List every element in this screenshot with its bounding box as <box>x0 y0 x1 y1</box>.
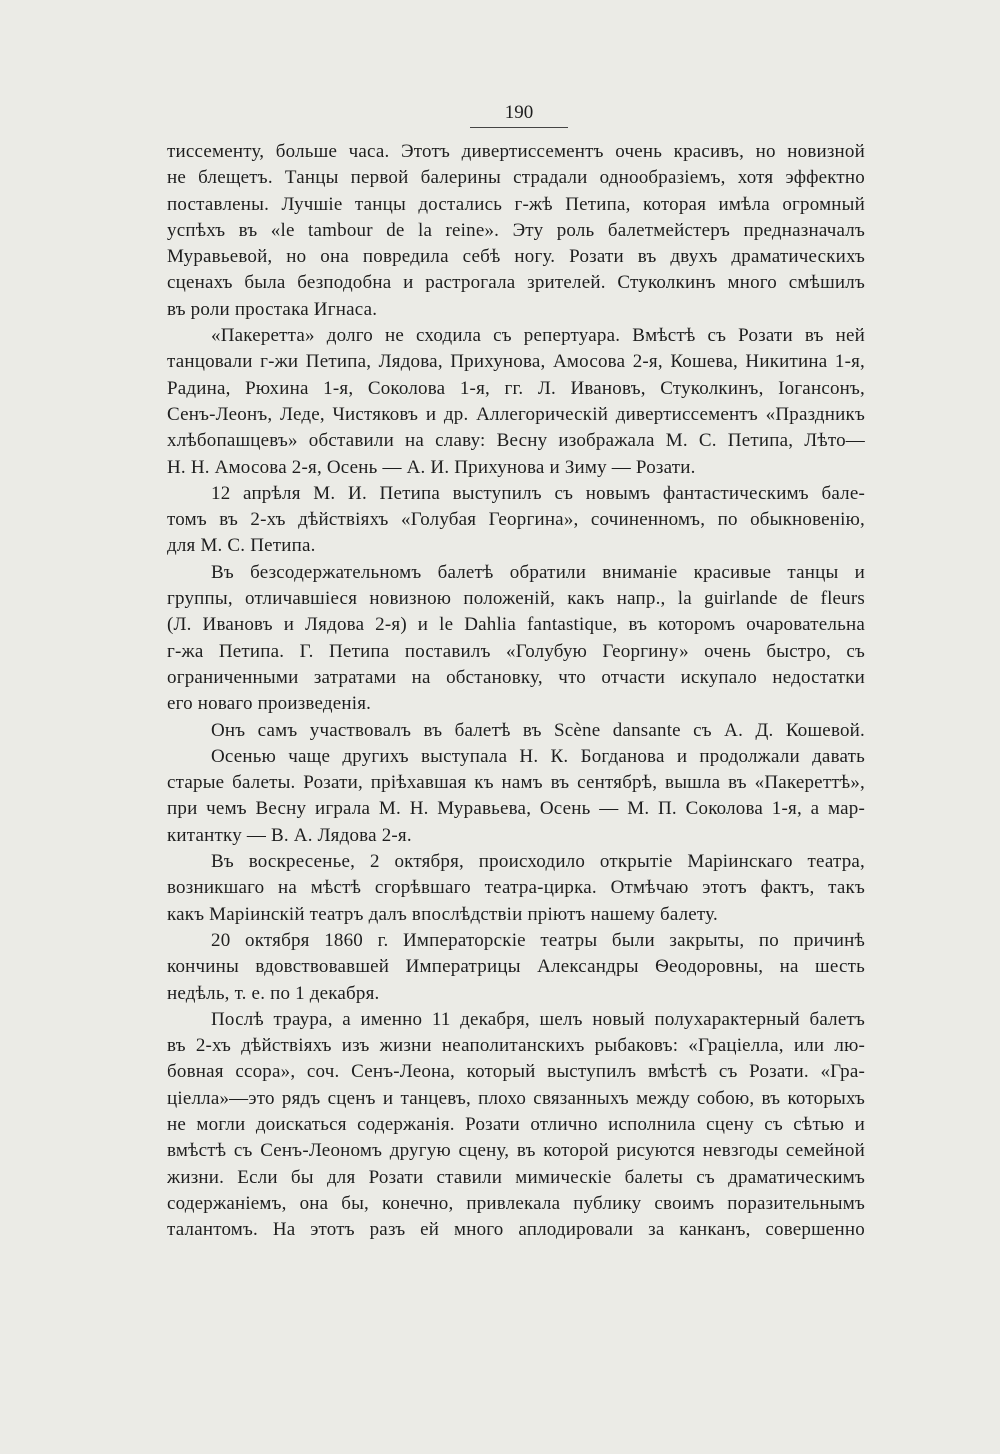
text-line: Осенью чаще другихъ выступала Н. К. Богданова и продолжали давать <box>211 745 865 767</box>
text-line: хлѣбопашцевъ» обставили на славу: Весну изображала М. С. Петипа, Лѣто— <box>167 430 865 452</box>
page-number: 190 <box>470 100 568 128</box>
text-line: 20 октября 1860 г. Императорскіе театры были закрыты, по причинѣ <box>211 929 865 951</box>
text-line: группы, отличавшіеся новизною положеній, какъ напр., la guirlande de fleurs <box>167 588 865 610</box>
text-line: сценахъ была безподобна и растрогала зрителей. Стуколкинъ много смѣшилъ <box>167 272 865 294</box>
text-line: томъ въ 2-хъ дѣйствіяхъ «Голубая Георгина», сочиненномъ, по обыкновенію, <box>167 509 865 531</box>
text-line: (Л. Ивановъ и Лядова 2-я) и le Dahlia fantastique, въ которомъ очаровательна <box>167 614 865 636</box>
text-line: возникшаго на мѣстѣ сгорѣвшаго театра-цирка. Отмѣчаю этотъ фактъ, такъ <box>167 877 865 899</box>
text-line: въ 2-хъ дѣйствіяхъ изъ жизни неаполитанскихъ рыбаковъ: «Граціелла, или лю- <box>167 1035 865 1057</box>
text-line: бовная ссора», соч. Сенъ-Леона, который выступилъ вмѣстѣ съ Розати. «Гра- <box>167 1061 865 1083</box>
text-line: вмѣстѣ съ Сенъ-Леономъ другую сцену, въ которой рисуются невзгоды семейной <box>167 1140 865 1162</box>
text-line: Муравьевой, но она повредила себѣ ногу. Розати въ двухъ драматическихъ <box>167 246 865 268</box>
text-line: содержаніемъ, она бы, конечно, привлекала публику своимъ поразительнымъ <box>167 1192 865 1214</box>
text-line: старые балеты. Розати, пріѣхавшая къ намъ въ сентябрѣ, вышла въ «Пакереттѣ», <box>167 772 865 794</box>
text-line: «Пакеретта» долго не сходила съ репертуара. Вмѣстѣ съ Розати въ ней <box>211 325 865 347</box>
text-line: Въ безсодержательномъ балетѣ обратили вниманіе красивые танцы и <box>211 561 865 583</box>
text-line: ціелла»—это рядъ сценъ и танцевъ, плохо связанныхъ между собою, въ которыхъ <box>167 1087 865 1109</box>
text-line: не блещетъ. Танцы первой балерины страдали однообразіемъ, хотя эффектно <box>167 167 865 189</box>
text-line: кончины вдовствовавшей Императрицы Александры Ѳеодоровны, на шесть <box>167 956 865 978</box>
text-line: его новаго произведенія. <box>167 693 372 715</box>
text-line: танцовали г-жи Петипа, Лядова, Прихунова, Амосова 2-я, Кошева, Никитина 1-я, <box>167 351 865 373</box>
text-line: Послѣ траура, а именно 11 декабря, шелъ новый полухарактерный балетъ <box>211 1008 865 1030</box>
text-line: тиссементу, больше часа. Этотъ дивертиссементъ очень красивъ, но новизной <box>167 141 865 162</box>
text-line: въ роли простака Игнаса. <box>167 298 378 320</box>
text-line: Въ воскресенье, 2 октября, происходило открытіе Маріинскаго театра, <box>211 851 865 873</box>
text-line: какъ Маріинскій театръ далъ впослѣдствіи пріютъ нашему балету. <box>167 903 718 925</box>
text-line: недѣль, т. е. по 1 декабря. <box>167 982 380 1004</box>
text-line: Радина, Рюхина 1-я, Соколова 1-я, гг. Л. Ивановъ, Стуколкинъ, Іогансонъ, <box>167 377 865 399</box>
text-line: успѣхъ въ «le tambour de la reine». Эту роль балетмейстеръ предназначалъ <box>167 219 865 241</box>
text-line: при чемъ Весну играла М. Н. Муравьева, Осень — М. П. Соколова 1-я, а мар- <box>167 798 865 820</box>
text-line: ограниченными затратами на обстановку, что отчасти искупало недостатки <box>167 666 865 688</box>
text-line: Онъ самъ участвовалъ въ балетѣ въ Scène dansante съ А. Д. Кошевой. <box>211 719 865 741</box>
text-line: 12 апрѣля М. И. Петипа выступилъ съ новымъ фантастическимъ бале- <box>211 482 865 504</box>
text-line: Н. Н. Амосова 2-я, Осень — А. И. Прихунова и Зиму — Розати. <box>167 456 696 478</box>
text-line: г-жа Петипа. Г. Петипа поставилъ «Голубую Георгину» очень быстро, съ <box>167 640 865 662</box>
text-line: для М. С. Петипа. <box>167 535 316 557</box>
text-line: жизни. Если бы для Розати ставили мимическіе балеты съ драматическимъ <box>167 1166 865 1188</box>
text-line: Сенъ-Леонъ, Леде, Чистяковъ и др. Аллегорическій дивертиссементъ «Праздникъ <box>167 403 865 425</box>
text-line: поставлены. Лучшіе танцы достались г-жѣ Петипа, которая имѣла огромный <box>167 193 865 215</box>
text-line: не могли доискаться содержанія. Розати отлично исполнила сцену съ сѣтью и <box>167 1113 865 1135</box>
body-text <box>167 139 865 1243</box>
text-line: китантку — В. А. Лядова 2-я. <box>167 824 412 846</box>
text-line: талантомъ. На этотъ разъ ей много аплодировали за канканъ, совершенно <box>167 1219 865 1241</box>
